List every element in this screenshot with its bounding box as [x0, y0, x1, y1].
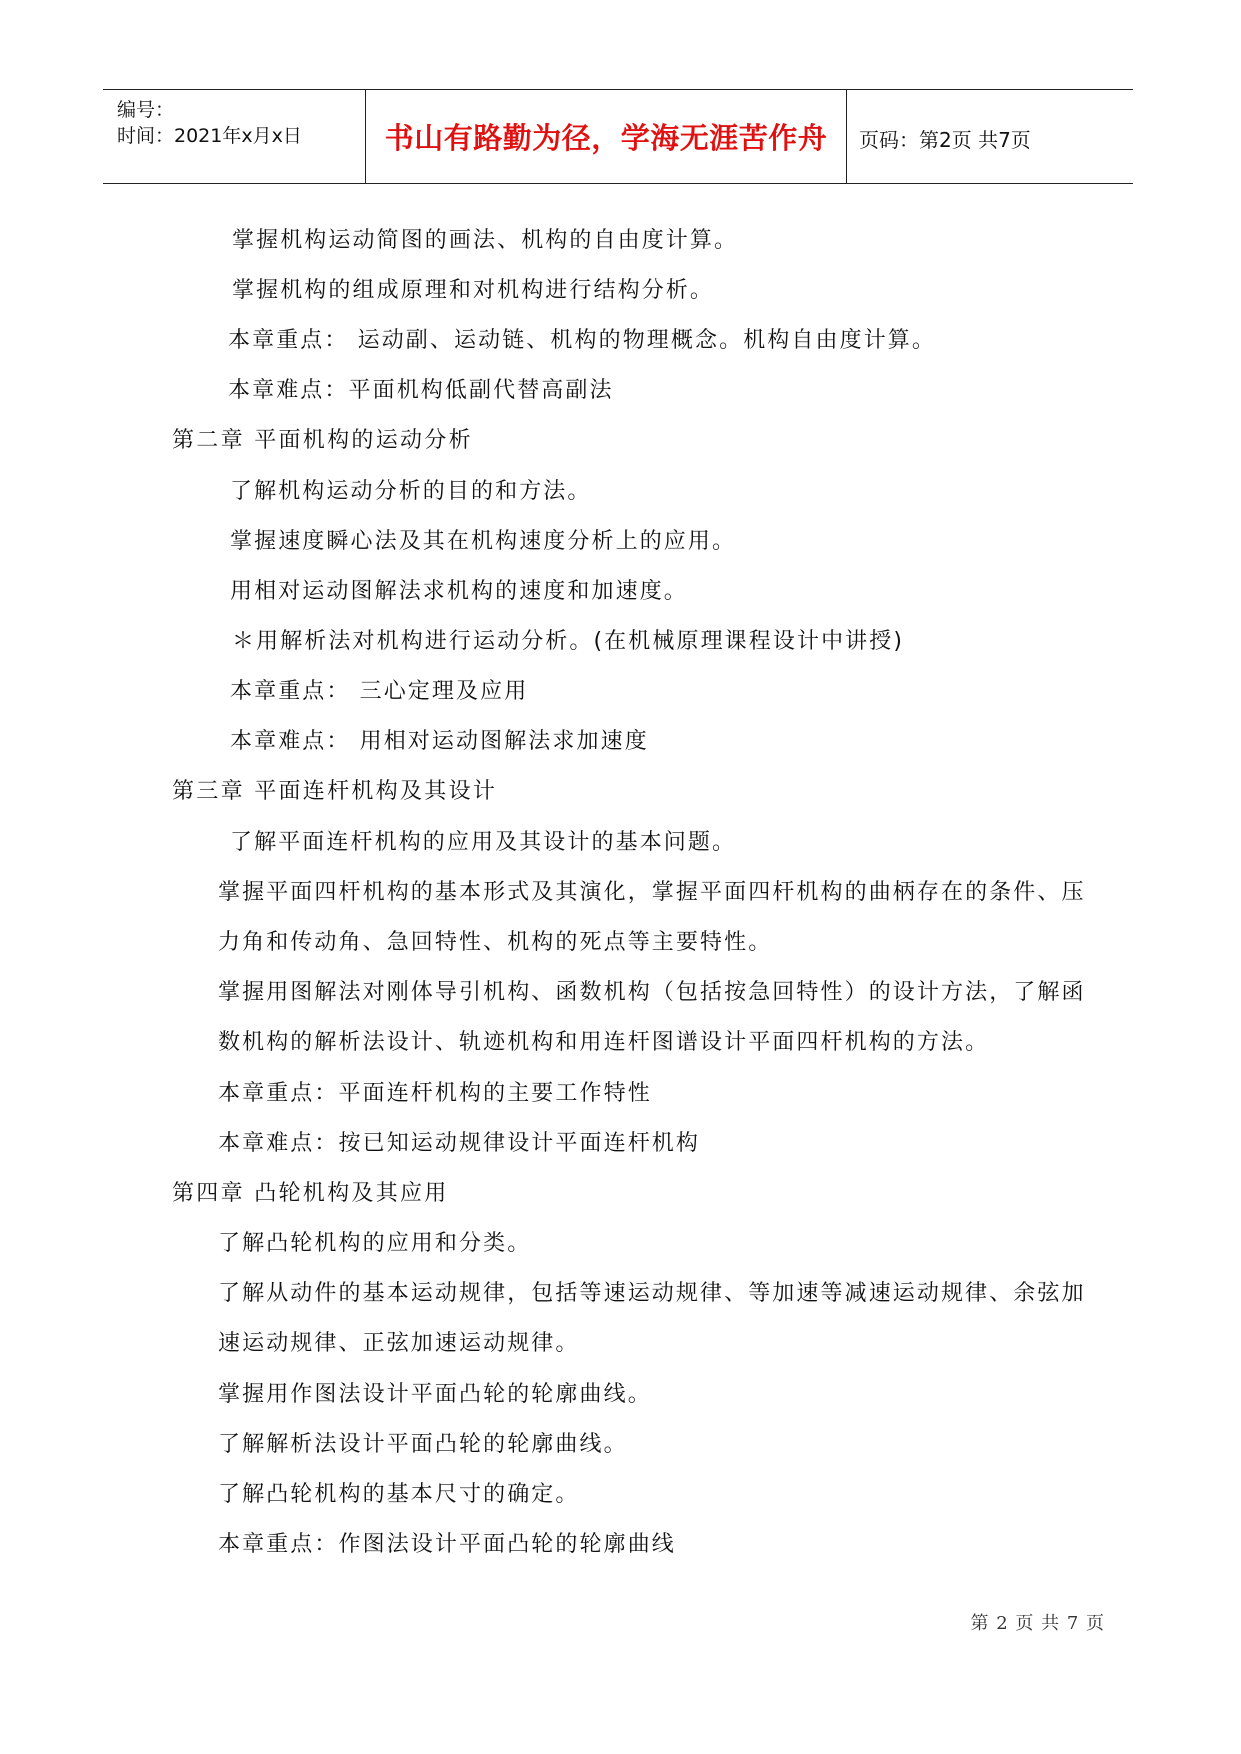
page-code-label: 页码：第2页 共7页: [859, 128, 1031, 152]
body-line: 掌握用作图法设计平面凸轮的轮廓曲线。: [218, 1382, 652, 1407]
body-line: 了解解析法设计平面凸轮的轮廓曲线。: [218, 1432, 628, 1457]
motto-text: 书山有路勤为径，学海无涯苦作舟: [384, 121, 828, 155]
header-motto-cell: [366, 90, 847, 183]
serial-number-label: 编号：: [117, 99, 175, 121]
body-line: 本章重点： 运动副、运动链、机构的物理概念。机构自由度计算。: [228, 328, 936, 353]
body-line: 用相对运动图解法求机构的速度和加速度。: [230, 579, 688, 604]
body-line: 速运动规律、正弦加速运动规律。: [218, 1331, 580, 1356]
document-header: [103, 89, 1133, 184]
header-page-cell: [847, 90, 1133, 183]
chapter-heading: 第二章 平面机构的运动分析: [172, 428, 473, 453]
date-label: 时间：2021年x月x日: [117, 125, 302, 147]
body-line: 掌握速度瞬心法及其在机构速度分析上的应用。: [230, 529, 737, 554]
body-line: 力角和传动角、急回特性、机构的死点等主要特性。: [218, 930, 773, 955]
body-line: 本章难点：按已知运动规律设计平面连杆机构: [218, 1131, 701, 1156]
chapter-heading: 第四章 凸轮机构及其应用: [172, 1181, 449, 1206]
body-line: 本章难点： 用相对运动图解法求加速度: [230, 729, 649, 754]
header-meta-cell: [103, 90, 366, 183]
body-line: 掌握机构的组成原理和对机构进行结构分析。: [232, 278, 715, 303]
body-line: 掌握用图解法对刚体导引机构、函数机构（包括按急回特性）的设计方法，了解函: [218, 980, 1086, 1005]
body-line: 本章重点：作图法设计平面凸轮的轮廓曲线: [218, 1532, 676, 1557]
body-line: 了解凸轮机构的应用和分类。: [218, 1231, 532, 1256]
body-line: 掌握平面四杆机构的基本形式及其演化，掌握平面四杆机构的曲柄存在的条件、压: [218, 880, 1086, 905]
body-line: 掌握机构运动简图的画法、机构的自由度计算。: [232, 228, 739, 253]
body-line: 了解凸轮机构的基本尺寸的确定。: [218, 1482, 580, 1507]
body-line: 本章难点：平面机构低副代替高副法: [228, 378, 614, 403]
chapter-heading: 第三章 平面连杆机构及其设计: [172, 779, 498, 804]
body-line: 了解平面连杆机构的应用及其设计的基本问题。: [230, 830, 737, 855]
page-footer: 第 2 页 共 7 页: [970, 1613, 1105, 1634]
body-line: 数机构的解析法设计、轨迹机构和用连杆图谱设计平面四杆机构的方法。: [218, 1030, 990, 1055]
body-line: 了解机构运动分析的目的和方法。: [230, 479, 592, 504]
body-line: 本章重点：平面连杆机构的主要工作特性: [218, 1081, 652, 1106]
body-line: 了解从动件的基本运动规律，包括等速运动规律、等加速等减速运动规律、余弦加: [218, 1281, 1086, 1306]
body-line: 本章重点： 三心定理及应用: [230, 679, 529, 704]
body-line: ＊用解析法对机构进行运动分析。(在机械原理课程设计中讲授): [232, 629, 905, 654]
